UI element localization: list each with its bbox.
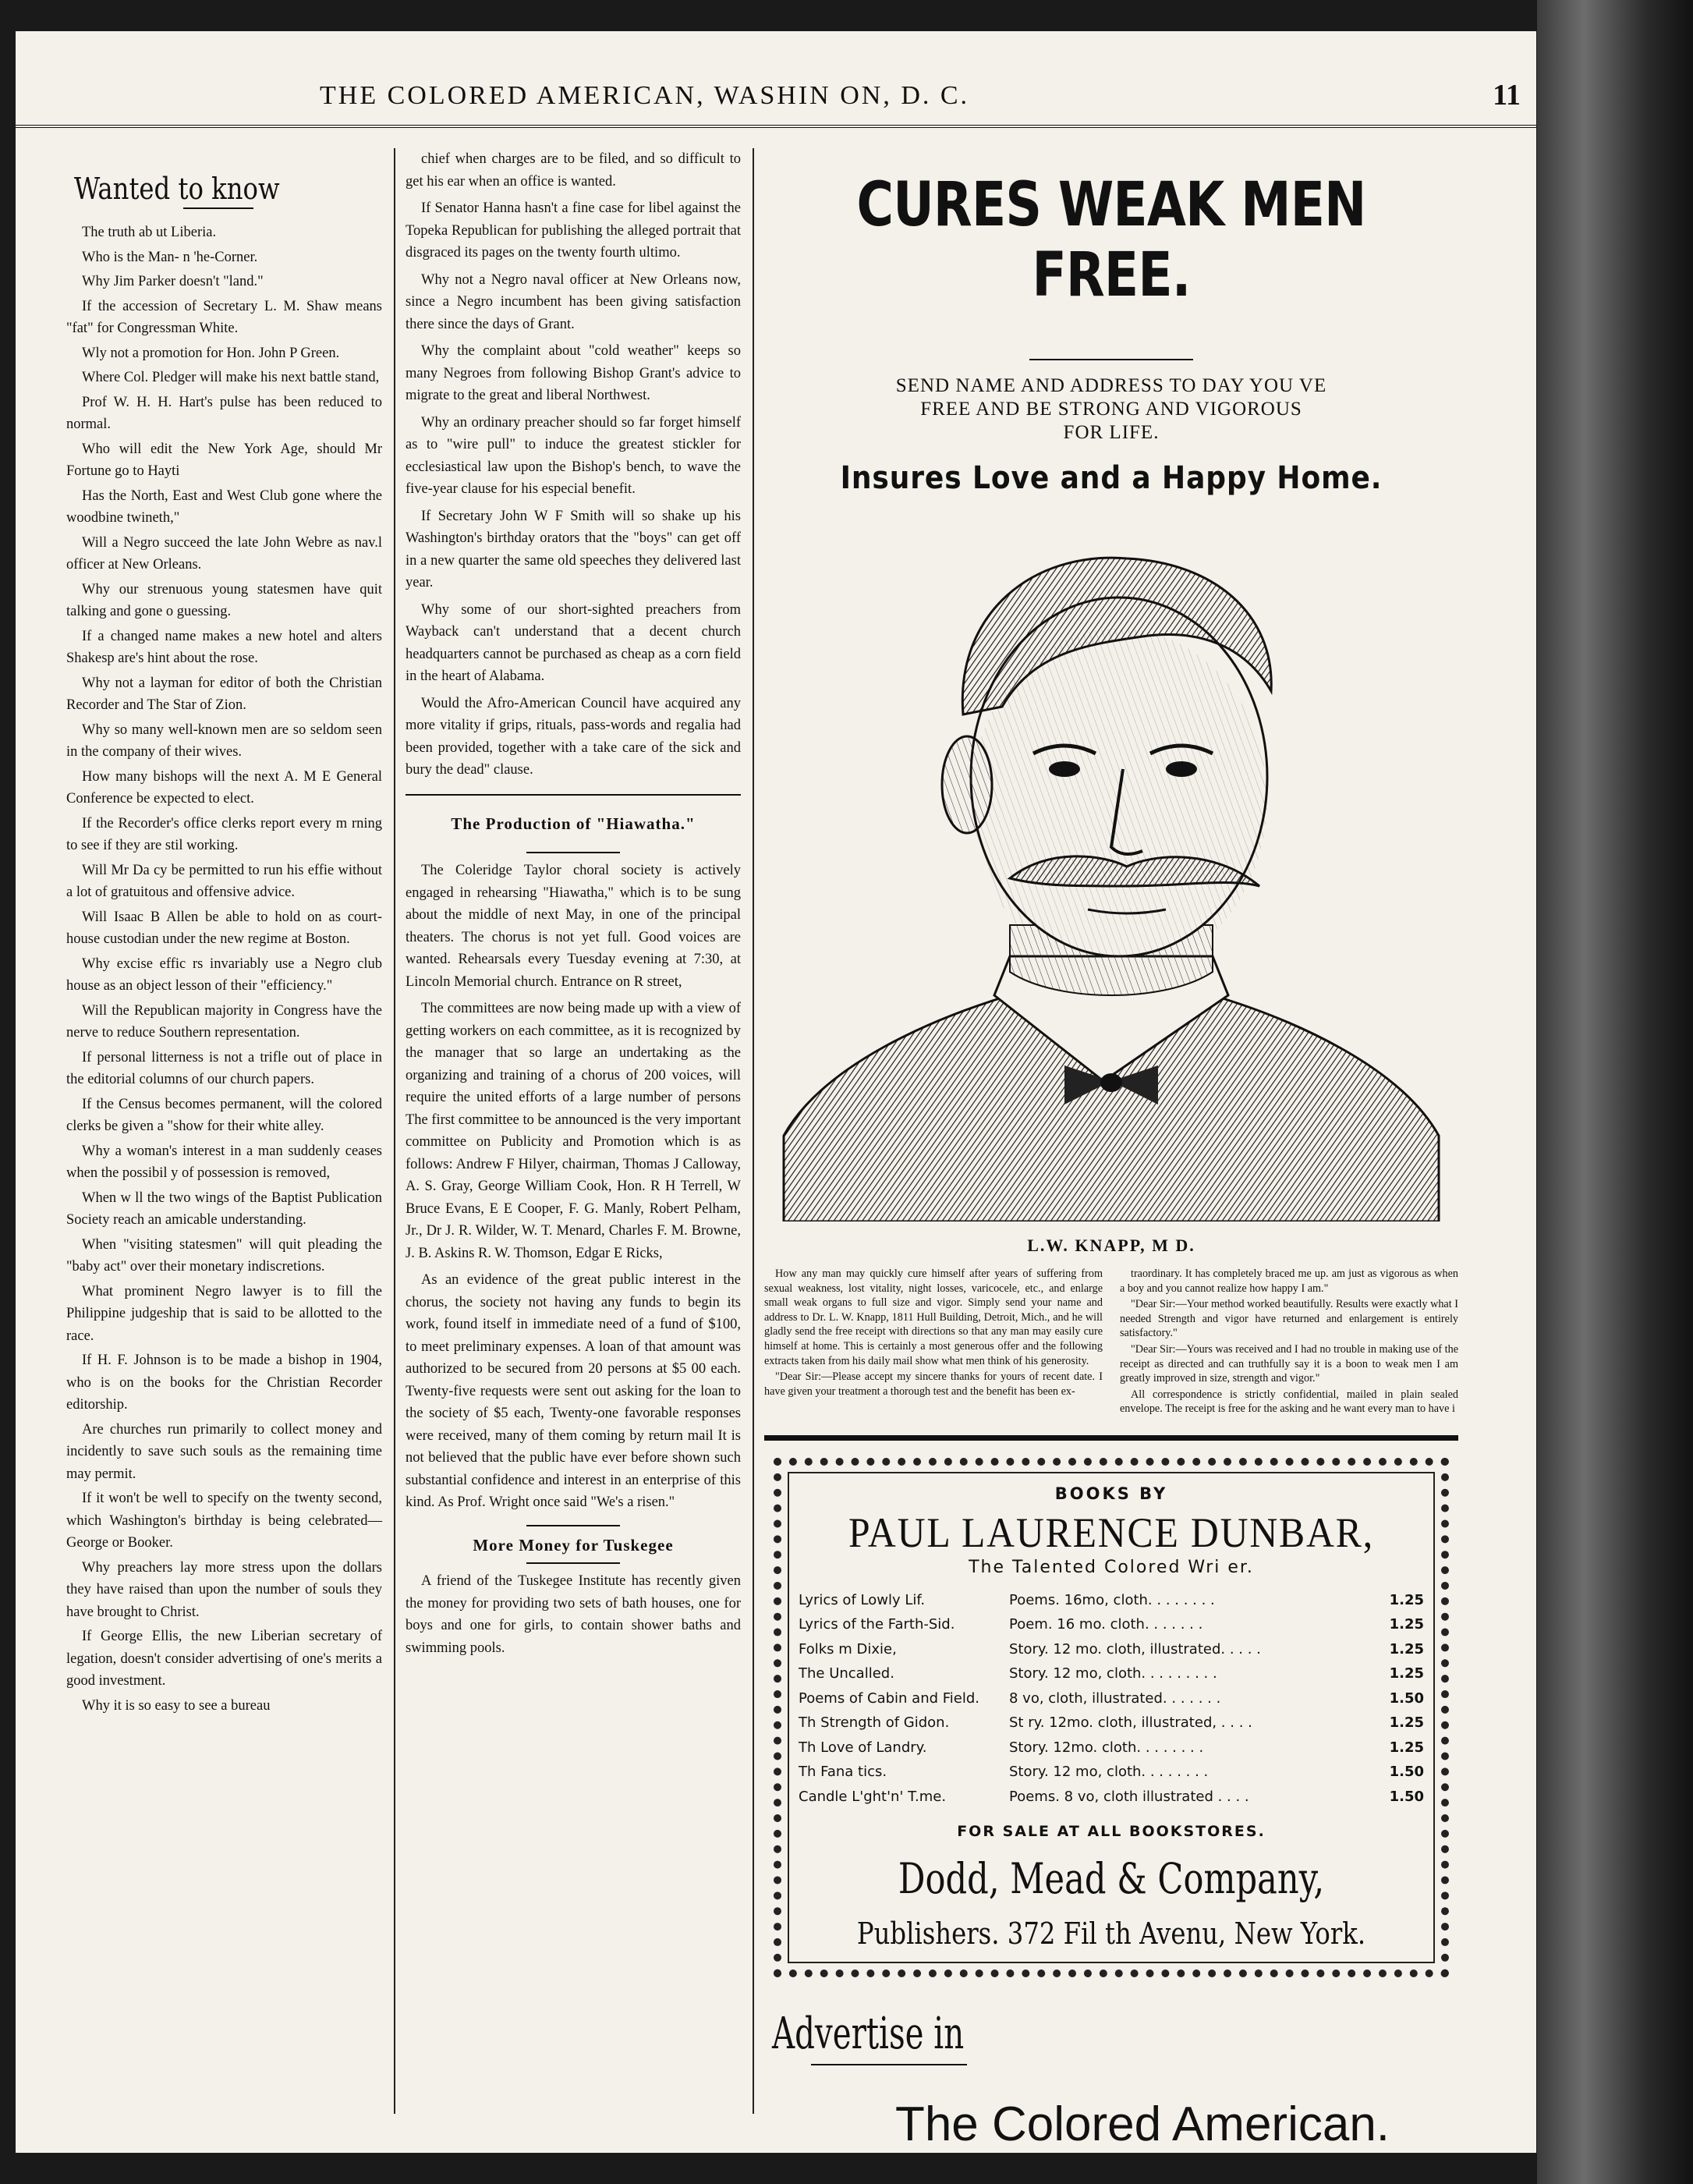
fine-print-paragraph: "Dear Sir:—Please accept my sincere thanks for yours of recent date. I have given your treatment a thorough test and the benefit has been ex- [764,1370,1103,1398]
wanted-item: If it won't be well to specify on the twenty second, which Washington's birthday is being celebrated—George or Booker. [66,1491,382,1551]
wanted-item: Wly not a promotion for Hon. John P Green. [82,345,340,361]
book-price: 1.50 [1389,1764,1424,1781]
wanted-item: If the Recorder's office clerks report every m rning to see if they are stil working. [66,815,382,853]
wanted-item: When w ll the two wings of the Baptist Publication Society reach an amicable understanding. [66,1190,382,1228]
book-list [799,1588,1424,1810]
book-row [799,1711,1424,1736]
ad-divider [764,1435,1458,1441]
article-paragraph: The Coleridge Taylor choral society is actively engaged in rehearsing "Hiawatha," which is to be sung about the middle of next May, in one of the principal theaters. The chorus is not yet full. Good voices are wanted. Rehearsals every Tuesday evening at 7:30, at Lincoln Memorial church. Entrance on R street, [406,863,741,990]
section-rule [406,794,741,796]
wanted-item: Will Mr Da cy be permitted to run his effie without a lot of gratuitous and offensive advice. [66,862,382,900]
wanted-item: If the accession of Secretary L. M. Shaw means "fat" for Congressman White. [66,298,382,336]
fine-print-paragraph: "Dear Sir:—Yours was received and I had no trouble in making use of the receipt as directed and can truthfully say it is a boon to weak men I am greatly improved in size, strength and vigor." [1120,1342,1458,1385]
book-description: Story. 12 mo, cloth. . . . . . . . . [1009,1665,1217,1682]
wanted-item: What prominent Negro lawyer is to fill the Philippine judgeship that is said to be allotted to the race. [66,1283,382,1344]
book-description: Poems. 8 vo, cloth illustrated . . . . [1009,1788,1249,1805]
portrait-caption: L.W. KNAPP, M D. [1027,1236,1195,1255]
fine-print-left [764,1267,1103,1418]
heading-rule [183,207,253,209]
newspaper-page [16,31,1536,2153]
book-row [799,1736,1424,1760]
fine-print-paragraph: traordinary. It has completely braced me up. am just as vigorous as when a boy and you cannot realize how happy I am." [1120,1268,1458,1295]
book-price: 1.25 [1389,1739,1424,1756]
book-title: Th Fana tics. [799,1764,887,1781]
wanted-item: If personal litterness is not a trifle out of place in the editorial columns of our church papers. [66,1049,382,1087]
ad-subline: FREE AND BE STRONG AND VIGOROUS [920,399,1302,420]
wanted-item: Why some of our short-sighted preachers from Wayback can't understand that a decent church headquarters cannot be purchased as cheap as a corn field in the heart of Alabama. [406,601,741,684]
book-price: 1.25 [1389,1640,1424,1658]
wanted-item: Are churches run primarily to collect money and incidently to save such souls as the remaining time may permit. [66,1421,382,1482]
book-title: Poems of Cabin and Field. [799,1689,980,1707]
book-description: 8 vo, cloth, illustrated. . . . . . . [1009,1689,1221,1707]
wanted-item: Why an ordinary preacher should so far forget himself as to "wire pull" to induce the greatest stickler for ecclesiastical law upon the Bishop's bench, to wave the five-year clause for his especial benefit. [406,414,741,497]
ad-rule [1029,359,1193,360]
book-title: Folks m Dixie, [799,1640,897,1658]
book-title: Candle L'ght'n' T.me. [799,1788,947,1805]
book-description: Story. 12mo. cloth. . . . . . . . [1009,1739,1204,1756]
wanted-item: Why our strenuous young statesmen have quit talking and gone o guessing. [66,581,382,619]
book-price: 1.50 [1389,1788,1424,1805]
wanted-item: If Senator Hanna hasn't a fine case for libel against the Topeka Republican for publishing the alleged portrait that disgraced its pages on the twenty fourth ultimo. [406,200,741,261]
wanted-item: The truth ab ut Liberia. [82,225,217,240]
wanted-item: How many bishops will the next A. M E General Conference be expected to elect. [66,768,382,807]
wanted-item: Why excise effic rs invariably use a Negro club house as an object lesson of their "efficiency." [66,956,382,994]
for-sale-note: FOR SALE AT ALL BOOKSTORES. [957,1823,1266,1841]
book-spine [1537,0,1693,2184]
article-paragraph: The committees are now being made up with a view of getting workers on each committee, as it is recognized by the manager that so large an undertaking as the organizing and training of a chorus of 200 voices, will require the united efforts of a large number of persons The first committee to be announced is the very important committee on Publicity and Promotion which is as follows: Andrew F Hilyer, chairman, Thomas J Calloway, A. S. Gray, George William Cook, Hon. R H Terrell, W Bruce Evans, E E Cooper, F. G. Manly, Robert Pelham, Jr., Dr J. R. Wilder, W. T. Menard, Charles F. M. Browne, J. B. Askins R. W. Thomson, Edgar E Ricks, [406,1001,741,1261]
wanted-items-list [66,222,382,1717]
wanted-item: If the Census becomes permanent, will the colored clerks be given a "show for their white alley. [66,1096,382,1134]
fine-print-paragraph: How any man may quickly cure himself after years of suffering from sexual weakness, lost vitality, night losses, varicocele, etc., and enlarge small weak organs to full size and vigor. Simply send your name and address to Dr. L. W. Knapp, 1811 Hull Building, Detroit, Mich., and he will gladly send the free receipt with directions so that any man may easily cure himself at home. This is certainly a most generous offer and the following extracts taken from his daily mail show what men think of his generosity. [764,1268,1103,1367]
book-row [799,1612,1424,1637]
book-price: 1.25 [1389,1665,1424,1682]
tuskegee-heading: More Money for Tuskegee [473,1535,674,1555]
ad-tagline: Insures Love and a Happy Home. [840,460,1383,496]
column-two [406,148,741,1664]
book-price: 1.25 [1389,1616,1424,1633]
book-row [799,1760,1424,1785]
wanted-item: chief when charges are to be filed, and so difficult to get his ear when an office is wanted. [406,151,741,190]
dunbar-books-advertisement [774,1458,1449,1978]
wanted-item: Who is the Man- n 'he-Corner. [82,249,258,265]
publisher-address: Publishers. 372 Fil th Avenu, New York. [856,1916,1366,1952]
book-row [799,1588,1424,1613]
advertise-newspaper-name: The Colored American. [894,2097,1390,2152]
advertise-rule [811,2064,967,2065]
ad-fine-print [764,1267,1458,1418]
ad-subline: FOR LIFE. [1063,422,1160,443]
portrait-engraving [776,519,1447,1221]
wanted-item: If Secretary John W F Smith will so shake up his Washington's birthday orators that the "boys" can get off in a new quarter the same old speeches they delivered last year. [406,508,741,590]
wanted-item: Why the complaint about "cold weather" keeps so many Negroes from following Bishop Grant's advice to migrate to the great and liberal Northwest. [406,343,741,403]
wanted-item: Why not a layman for editor of both the Christian Recorder and The Star of Zion. [66,675,382,713]
book-title: Lyrics of Lowly Lif. [799,1591,926,1608]
tuskegee-article: A friend of the Tuskegee Institute has recently given the money for providing two sets of bath houses, one for boys and one for girls, to contain shower baths and swimming pools. [406,1573,741,1656]
advertise-in-label: Advertise in [772,2008,965,2060]
page-number: 11 [1493,79,1521,112]
fine-print-paragraph: "Dear Sir:—Your method worked beautifully. Results were exactly what I needed Strength and vigor have returned and enlargement is entirely satisfactory." [1120,1298,1458,1340]
book-price: 1.50 [1389,1689,1424,1707]
books-author: PAUL LAURENCE DUNBAR, [848,1509,1374,1556]
masthead [16,78,1536,128]
wanted-continued-list [406,148,741,782]
wanted-item: Why preachers lay more stress upon the dollars they have raised than upon the number of souls they have brought to Christ. [66,1559,382,1620]
book-description: Poems. 16mo, cloth. . . . . . . . [1009,1591,1215,1608]
ad-headline: CURES WEAK MEN FREE. [856,170,1366,310]
fine-print-right [1120,1267,1458,1418]
ad-subline: SEND NAME AND ADDRESS TO DAY YOU VE [895,375,1327,396]
book-description: St ry. 12mo. cloth, illustrated, . . . . [1009,1714,1252,1732]
wanted-item: Where Col. Pledger will make his next battle stand, [82,370,380,385]
book-title: The Uncalled. [799,1665,894,1682]
book-row [799,1637,1424,1662]
knapp-advertisement [764,170,1458,1418]
wanted-item: Has the North, East and West Club gone where the woodbine twineth," [66,488,382,526]
fine-print-paragraph: All correspondence is strictly confidential, mailed in plain sealed envelope. The receipt is free for the asking and he want every man to have i [1120,1388,1458,1416]
column-rule [394,148,395,2114]
wanted-item: If a changed name makes a new hotel and alters Shakesp are's hint about the rose. [66,628,382,666]
book-price: 1.25 [1389,1591,1424,1608]
advertise-in-ad [764,2008,1458,2152]
wanted-item: Would the Afro-American Council have acquired any more vitality if grips, rituals, pass-words and regalia had been provided, together with a take care of the sick and bury the dead" clause. [406,695,741,778]
wanted-item: Will a Negro succeed the late John Webre as nav.l officer at New Orleans. [66,534,382,573]
heading-rule [526,1525,620,1526]
wanted-item: Why not a Negro naval officer at New Orleans now, since a Negro incumbent has been giving satisfaction there since the days of Grant. [406,271,741,332]
book-description: Story. 12 mo. cloth, illustrated. . . . . [1009,1640,1261,1658]
wanted-item: Why a woman's interest in a man suddenly ceases when the possibil y of possession is removed, [66,1143,382,1181]
wanted-item: Prof W. H. H. Hart's pulse has been reduced to normal. [66,394,382,432]
wanted-item: When "visiting statesmen" will quit pleading the "baby act" over their monetary indiscretions. [66,1236,382,1275]
books-by-label: BOOKS BY [1054,1484,1168,1503]
wanted-item: If George Ellis, the new Liberian secretary of legation, doesn't consider advertising of one's merits a good investment. [66,1629,382,1689]
advertisements-column [764,148,1458,2152]
column-heading: Wanted to know [74,172,280,206]
book-row [799,1661,1424,1686]
books-tagline: The Talented Colored Wri er. [969,1557,1254,1577]
publisher-name: Dodd, Mead & Company, [898,1854,1325,1904]
wanted-item: If H. F. Johnson is to be made a bishop in 1904, who is on the books for the Christian Recorder editorship. [66,1353,382,1413]
book-price: 1.25 [1389,1714,1424,1732]
wanted-item: Why so many well-known men are so seldom seen in the company of their wives. [66,722,382,760]
article-paragraph: As an evidence of the great public interest in the chorus, the society not having any funds to begin its work, found itself in immediate need of a fund of $100, to meet preliminary expenses. A loan of that amount was authorized to be secured from 20 persons at $5 00 each. Twenty-five requests were sent out asking for the loan to the society of $5 each, Twenty-one favorable responses were received, many of them coming by return mail It is not believed that the public have ever before shown such substantial confidence and interest in an enterprise of this kind. As Prof. Wright once said "We's a risen." [406,1272,741,1510]
heading-rule [526,852,620,853]
book-description: Story. 12 mo, cloth. . . . . . . . [1009,1764,1209,1781]
wanted-item: Why Jim Parker doesn't "land." [82,274,264,289]
hiawatha-heading: The Production of "Hiawatha." [451,814,696,833]
book-title: Lyrics of the Farth-Sid. [799,1616,955,1633]
column-rule [753,148,754,2114]
book-description: Poem. 16 mo. cloth. . . . . . . [1009,1616,1203,1633]
masthead-title: THE COLORED AMERICAN, WASHIN ON, D. C. [320,81,970,110]
heading-rule [526,1562,620,1564]
wanted-item: Will Isaac B Allen be able to hold on as court-house custodian under the new regime at Boston. [66,909,382,947]
book-row [799,1686,1424,1711]
book-title: Th Strength of Gidon. [799,1714,950,1732]
wanted-item: Who will edit the New York Age, should Mr Fortune go to Hayti [66,441,382,479]
wanted-item: Why it is so easy to see a bureau [82,1697,271,1714]
book-title: Th Love of Landry. [799,1739,927,1756]
column-wanted-to-know [66,148,382,1719]
book-row [799,1785,1424,1810]
hiawatha-article [406,860,741,1514]
wanted-item: Will the Republican majority in Congress have the nerve to reduce Southern representation. [66,1002,382,1041]
